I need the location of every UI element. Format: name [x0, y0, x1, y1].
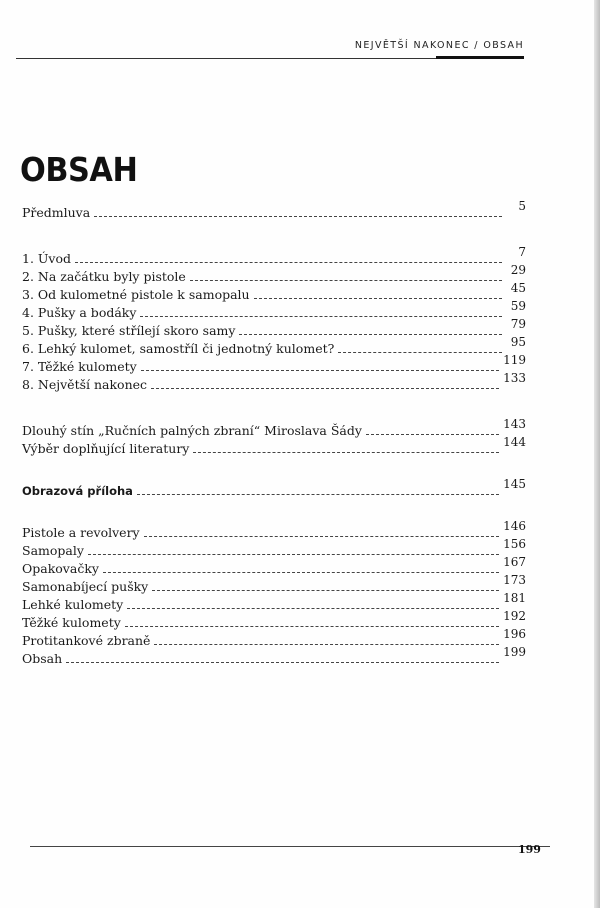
toc-entry-label: Protitankové zbraně: [22, 633, 151, 648]
toc-entry-label: Lehké kulomety: [22, 597, 124, 612]
toc-group-illustrations: [22, 477, 526, 498]
toc-entry-page: 79: [510, 317, 526, 331]
toc-entry-page: 119: [503, 353, 526, 367]
dot-leader: [144, 536, 499, 537]
toc-entry-page: 199: [503, 645, 526, 659]
toc-entry: [22, 555, 526, 576]
toc-entry-label: Těžké kulomety: [22, 615, 121, 630]
toc-entry: [22, 477, 526, 498]
toc-entry-label: Samopaly: [22, 543, 84, 558]
dot-leader: [152, 590, 499, 591]
toc-entry-page: 173: [503, 573, 526, 587]
dot-leader: [141, 370, 499, 371]
toc-entry-page: 143: [503, 417, 526, 431]
toc-entry-label: Výběr doplňující literatury: [22, 441, 190, 456]
toc-entry-page: 133: [503, 371, 526, 385]
toc-entry-label: Pistole a revolvery: [22, 525, 140, 540]
toc-entry: [22, 591, 526, 612]
toc-entry-label: 1. Úvod: [22, 251, 72, 266]
toc-entry: [22, 519, 526, 540]
footer-rule: [30, 846, 550, 847]
dot-leader: [366, 434, 499, 435]
dot-leader: [137, 494, 499, 495]
toc-entry: [22, 199, 526, 220]
toc-entry-page: 156: [503, 537, 526, 551]
toc-entry-label: 8. Největší nakonec: [22, 377, 148, 392]
toc-entry-label: 4. Pušky a bodáky: [22, 305, 137, 320]
toc-entry-page: 144: [503, 435, 526, 449]
dot-leader: [151, 388, 499, 389]
toc-entry: [22, 371, 526, 392]
dot-leader: [75, 262, 502, 263]
dot-leader: [338, 352, 502, 353]
toc-entry-label: Dlouhý stín „Ručních palných zbraní“ Miroslava Šády: [22, 423, 362, 438]
page-title: OBSAH: [20, 150, 138, 189]
page-number: 199: [518, 843, 541, 856]
toc-entry: [22, 435, 526, 456]
dot-leader: [103, 572, 499, 573]
toc-entry-page: 95: [510, 335, 526, 349]
dot-leader: [140, 316, 502, 317]
toc-group-chapters: [22, 245, 526, 392]
toc-entry: [22, 263, 526, 284]
toc-group-illustration-sections: [22, 519, 526, 666]
dot-leader: [193, 452, 499, 453]
toc-entry: [22, 299, 526, 320]
toc-entry: [22, 537, 526, 558]
toc-entry: [22, 627, 526, 648]
toc-entry-page: 29: [510, 263, 526, 277]
toc-entry-page: 181: [503, 591, 526, 605]
page-edge: [594, 0, 600, 908]
toc-entry: [22, 417, 526, 438]
toc-entry: [22, 335, 526, 356]
toc-entry-label: 7. Těžké kulomety: [22, 359, 137, 374]
running-head: NEJVĚTŠÍ NAKONEC / OBSAH: [354, 40, 524, 51]
toc-entry: [22, 609, 526, 630]
dot-leader: [127, 608, 499, 609]
toc-entry: [22, 245, 526, 266]
dot-leader: [154, 644, 499, 645]
toc-entry-label: 2. Na začátku byly pistole: [22, 269, 186, 284]
toc-entry-page: 59: [510, 299, 526, 313]
toc-entry-page: 45: [510, 281, 526, 295]
toc-entry-label: Předmluva: [22, 205, 91, 220]
toc-entry-label: Obsah: [22, 651, 63, 666]
toc-entry-label: 5. Pušky, které střílejí skoro samy: [22, 323, 236, 338]
dot-leader: [190, 280, 502, 281]
toc-entry-page: 146: [503, 519, 526, 533]
toc-entry-label: 6. Lehký kulomet, samostříl či jednotný kulomet?: [22, 341, 335, 356]
toc-entry: [22, 353, 526, 374]
toc-entry: [22, 317, 526, 338]
toc-entry: [22, 573, 526, 594]
toc-entry: [22, 645, 526, 666]
dot-leader: [239, 334, 502, 335]
table-of-contents: [22, 199, 526, 666]
toc-entry-label: Opakovačky: [22, 561, 99, 576]
toc-entry: [22, 281, 526, 302]
toc-entry-page: 192: [503, 609, 526, 623]
toc-entry-page: 167: [503, 555, 526, 569]
dot-leader: [88, 554, 499, 555]
toc-entry-page: 5: [518, 199, 526, 213]
toc-group-appendix: [22, 417, 526, 456]
toc-entry-label: Obrazová příloha: [22, 484, 133, 498]
toc-entry-label: Samonabíjecí pušky: [22, 579, 149, 594]
dot-leader: [254, 298, 502, 299]
toc-entry-page: 196: [503, 627, 526, 641]
toc-entry-label: 3. Od kulometné pistole k samopalu: [22, 287, 250, 302]
dot-leader: [94, 216, 502, 217]
header-rule-accent: [436, 56, 524, 59]
toc-group-preface: [22, 199, 526, 220]
toc-entry-page: 7: [518, 245, 526, 259]
dot-leader: [66, 662, 499, 663]
dot-leader: [125, 626, 499, 627]
toc-entry-page: 145: [503, 477, 526, 491]
